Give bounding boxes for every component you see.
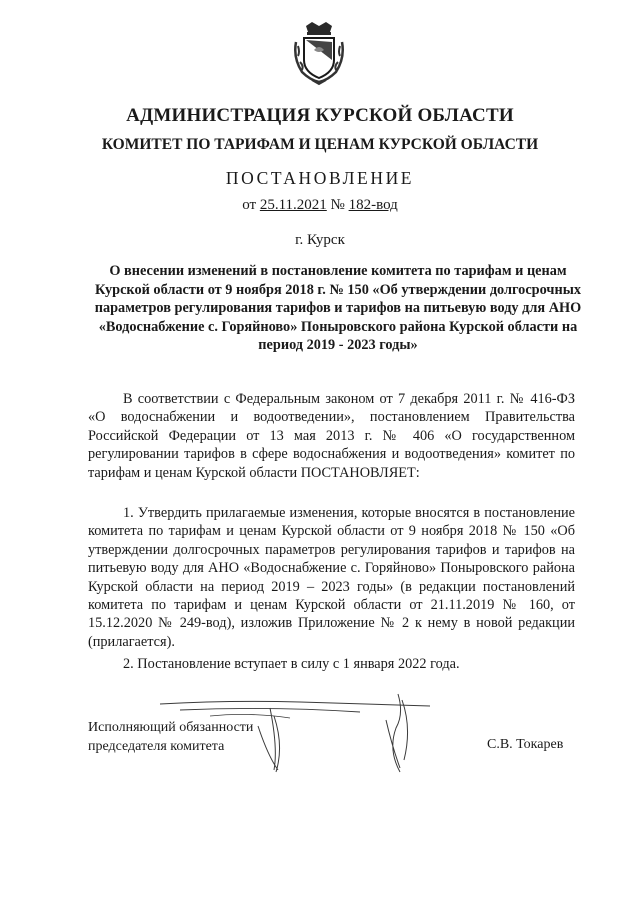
administration-title: АДМИНИСТРАЦИЯ КУРСКОЙ ОБЛАСТИ [126,105,514,126]
committee-title: КОМИТЕТ ПО ТАРИФАМ И ЦЕНАМ КУРСКОЙ ОБЛАСТИ [101,136,539,153]
signatory-position [88,718,253,756]
number-sign: № [330,197,345,213]
item-2-paragraph: 2. Постановление вступает в силу с 1 января 2022 года. [123,656,460,672]
coat-of-arms-icon [292,20,346,86]
signatory-position-line2: председателя комитета [88,739,225,754]
document-date: 25.11.2021 [259,197,327,213]
city: г. Курск [295,232,345,248]
document-type: ПОСТАНОВЛЕНИЕ [225,168,415,188]
document-subject: О внесении изменений в постановление комитета по тарифам и ценам Курской области от 9 ноября 2018 г. № 150 «Об утверждении долгосрочных параметров регулирования тарифов и тарифов на питьевую воду для АНО «Водоснабжение с. Горяйново» Поныровского района Курской области на период 2019 - 2023 годы» [94,263,582,354]
signatory-name: С.В. Токарев [487,737,564,752]
document-number-line [0,197,640,214]
item-1-paragraph: 1. Утвердить прилагаемые изменения, которые вносятся в постановление комитета по тарифам и ценам Курской области от 9 ноября 2018 № 150 «Об утверждении долгосрочных параметров регулирования тарифов и тарифов на питьевую воду для АНО «Водоснабжение с. Горяйново» Поныровского района Курской области на период 2019 – 2023 годы» (в редакции постановлений комитета по тарифам и ценам Курской области от 21.11.2019 № 160, от 15.12.2020 № 249-вод), изложив Приложение № 2 к нему в новой редакции (прилагается). [88,505,575,650]
date-prefix: от [242,197,257,213]
signatory-position-line1: Исполняющий обязанности [88,720,254,735]
document-number: 182-вод [348,197,398,213]
preamble-paragraph: В соответствии с Федеральным законом от 7 декабря 2011 г. № 416-ФЗ «О водоснабжении и водоотведении», постановлением Правительства Российской Федерации от 13 мая 2013 г. № 406 «О государственном регулировании тарифов в сфере водоснабжения и водоотведения» комитет по тарифам и ценам Курской области ПОСТАНОВЛЯЕТ: [88,391,575,481]
